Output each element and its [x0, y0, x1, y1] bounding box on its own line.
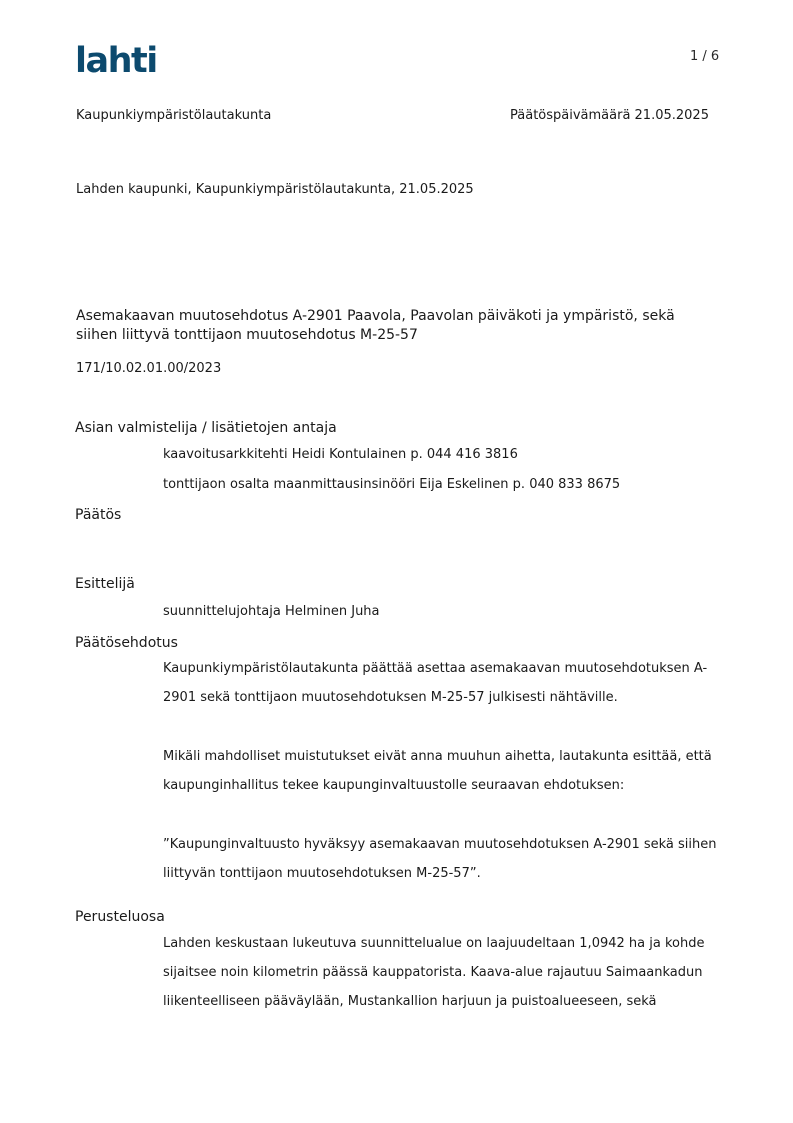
board-name: Kaupunkiympäristölautakunta [76, 108, 272, 123]
decision-heading: Päätös [75, 507, 122, 523]
paragraph-line: liikenteelliseen pääväylään, Mustankallion harjuun ja puistoalueeseen, sekä [163, 994, 657, 1009]
paragraph-line: sijaitsee noin kilometrin päässä kauppatorista. Kaava-alue rajautuu Saimaankadun [163, 965, 703, 980]
proposal-paragraph [163, 742, 723, 800]
title-line: Asemakaavan muutosehdotus A-2901 Paavola, Paavolan päiväkoti ja ympäristö, sekä [76, 308, 675, 324]
document-subheader: Lahden kaupunki, Kaupunkiympäristölautakunta, 21.05.2025 [76, 182, 474, 197]
document-title [76, 307, 675, 345]
paragraph-line: ”Kaupunginvaltuusto hyväksyy asemakaavan muutosehdotuksen A-2901 sekä siihen [163, 837, 717, 852]
presenter-name: suunnittelujohtaja Helminen Juha [163, 604, 380, 619]
title-line: siihen liittyvä tonttijaon muutosehdotus M-25-57 [76, 327, 418, 343]
proposal-paragraph [163, 830, 723, 888]
preparer-contact: kaavoitusarkkitehti Heidi Kontulainen p. 044 416 3816 [163, 447, 518, 462]
page-number: 1 / 6 [690, 49, 720, 64]
paragraph-line: Lahden keskustaan lukeutuva suunnittelualue on laajuudeltaan 1,0942 ha ja kohde [163, 936, 705, 951]
lahti-logo: lahti [75, 41, 157, 81]
preparer-heading: Asian valmistelija / lisätietojen antaja [75, 420, 337, 436]
paragraph-line: Kaupunkiympäristölautakunta päättää asettaa asemakaavan muutosehdotuksen A- [163, 661, 708, 676]
rationale-paragraph [163, 929, 723, 1016]
proposal-heading: Päätösehdotus [75, 635, 178, 651]
paragraph-line: kaupunginhallitus tekee kaupunginvaltuustolle seuraavan ehdotuksen: [163, 778, 625, 793]
paragraph-line: Mikäli mahdolliset muistutukset eivät anna muuhun aihetta, lautakunta esittää, että [163, 749, 712, 764]
reference-number: 171/10.02.01.00/2023 [76, 361, 222, 376]
proposal-paragraph [163, 654, 723, 712]
paragraph-line: 2901 sekä tonttijaon muutosehdotuksen M-25-57 julkisesti nähtäville. [163, 690, 618, 705]
paragraph-line: liittyvän tonttijaon muutosehdotuksen M-25-57”. [163, 866, 481, 881]
presenter-heading: Esittelijä [75, 576, 135, 592]
rationale-heading: Perusteluosa [75, 909, 165, 925]
preparer-contact: tonttijaon osalta maanmittausinsinööri Eija Eskelinen p. 040 833 8675 [163, 477, 621, 492]
decision-date: Päätöspäivämäärä 21.05.2025 [510, 108, 709, 123]
